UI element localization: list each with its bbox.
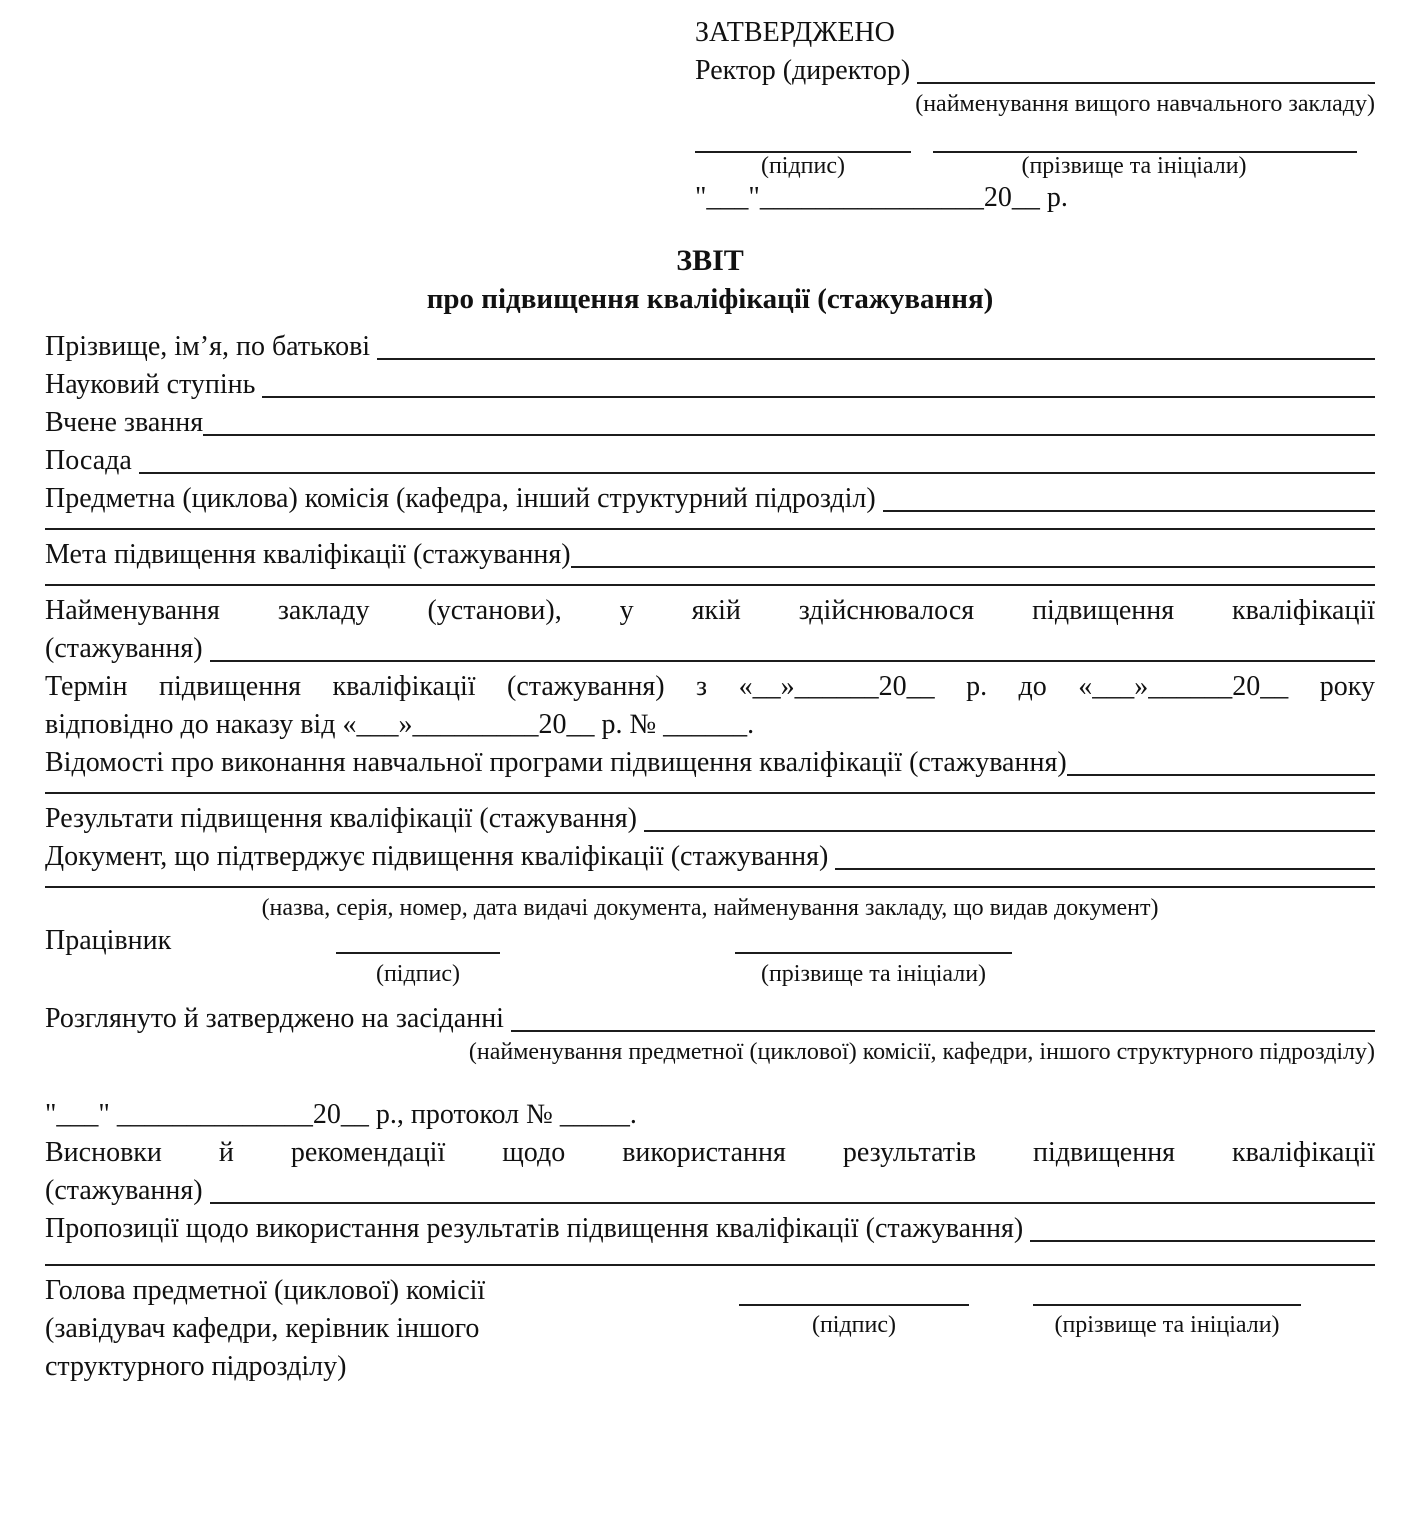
field-commission xyxy=(45,480,1375,518)
results-label: Результати підвищення кваліфікації (стажування) xyxy=(45,803,644,834)
term-line2: відповідно до наказу від «___»_________20__ р. № ______. xyxy=(45,709,755,740)
head-label-line1: Голова предметної (циклової) комісії xyxy=(45,1275,486,1306)
blank-line[interactable] xyxy=(45,528,1375,530)
blank-line[interactable] xyxy=(45,886,1375,888)
academic-title-label: Вчене звання xyxy=(45,407,204,438)
degree-label: Науковий ступінь xyxy=(45,369,263,400)
employee-signature-caption: (підпис) xyxy=(375,961,461,987)
field-academic-title xyxy=(45,404,1375,442)
term-line1: Термін підвищення кваліфікації (стажування) з «__»______20__ р. до «___»______20__ року xyxy=(45,671,1375,702)
blank-line[interactable] xyxy=(45,792,1375,794)
goal-label: Мета підвищення кваліфікації (стажування) xyxy=(45,539,571,570)
head-signature-column xyxy=(739,1272,969,1386)
position-label: Посада xyxy=(45,445,139,476)
head-signature-block xyxy=(45,1272,1375,1386)
employee-signature-captions xyxy=(45,960,1375,990)
signature-caption: (підпис) xyxy=(760,153,846,179)
field-document xyxy=(45,838,1375,876)
conclusions-line2 xyxy=(45,1172,1375,1210)
field-reviewed xyxy=(45,1000,1375,1038)
position-blank[interactable] xyxy=(139,472,1375,474)
institution-caption: (найменування вищого навчального закладу) xyxy=(915,91,1375,117)
head-label-line2: (завідувач кафедри, керівник іншого xyxy=(45,1313,480,1344)
goal-blank[interactable] xyxy=(571,566,1375,568)
approval-date-blank[interactable]: "___"________________20__ р. xyxy=(695,182,1068,213)
document-details-caption: (назва, серія, номер, дата видачі документа, найменування закладу, що видав документ) xyxy=(261,895,1159,921)
approval-block xyxy=(695,14,1375,216)
proposals-continuation-line xyxy=(45,1264,1375,1272)
proposals-label: Пропозиції щодо використання результатів підвищення кваліфікації (стажування) xyxy=(45,1213,1031,1244)
field-proposals xyxy=(45,1210,1375,1248)
rector-label: Ректор (директор) xyxy=(695,55,918,86)
field-goal xyxy=(45,536,1375,574)
degree-blank[interactable] xyxy=(262,396,1375,398)
institution-text-line1: Найменування закладу (установи), у якій здійснювалося підвищення кваліфікації xyxy=(45,595,1375,626)
field-degree xyxy=(45,366,1375,404)
institution-line2-label: (стажування) xyxy=(45,633,210,664)
institution-blank[interactable] xyxy=(210,660,1375,662)
reviewed-blank[interactable] xyxy=(511,1030,1375,1032)
head-name-caption: (прізвище та ініціали) xyxy=(1054,1312,1280,1338)
conclusions-line1: Висновки й рекомендації щодо використання результатів підвищення кваліфікації xyxy=(45,1137,1375,1168)
employee-name-caption: (прізвище та ініціали) xyxy=(760,961,987,987)
academic-title-blank[interactable] xyxy=(203,434,1375,436)
program-info-blank[interactable] xyxy=(1067,774,1375,776)
institution-text-line2 xyxy=(45,630,1375,668)
proposals-blank[interactable] xyxy=(1030,1240,1375,1242)
field-full-name xyxy=(45,328,1375,366)
head-name-blank[interactable] xyxy=(1033,1272,1301,1306)
employee-name-blank[interactable] xyxy=(735,952,1012,954)
field-results xyxy=(45,800,1375,838)
blank-line[interactable] xyxy=(45,1264,1375,1266)
protocol-date-line[interactable]: "___" ______________20__ р., протокол № _____. xyxy=(45,1099,637,1130)
rector-line xyxy=(695,52,1375,90)
document-blank[interactable] xyxy=(835,868,1375,870)
program-continuation-line xyxy=(45,792,1375,800)
head-signature-caption: (підпис) xyxy=(811,1312,897,1338)
employee-signature-row xyxy=(45,922,1375,960)
full-name-label: Прізвище, ім’я, по батькові xyxy=(45,331,378,362)
commission-blank[interactable] xyxy=(883,510,1375,512)
reviewed-caption: (найменування предметної (циклової) комісії, кафедри, іншого структурного підрозділу) xyxy=(468,1039,1375,1065)
approval-signature-lines xyxy=(695,142,1375,152)
head-signature-blank[interactable] xyxy=(739,1272,969,1306)
employee-label: Працівник xyxy=(45,925,172,956)
reviewed-label: Розглянуто й затверджено на засіданні xyxy=(45,1003,511,1034)
rector-name-blank[interactable] xyxy=(917,82,1375,84)
approved-stamp-label: ЗАТВЕРДЖЕНО xyxy=(695,17,895,48)
goal-continuation-line xyxy=(45,584,1375,592)
head-name-column xyxy=(1033,1272,1301,1386)
head-label-line3: структурного підрозділу) xyxy=(45,1351,347,1382)
document-label: Документ, що підтверджує підвищення кваліфікації (стажування) xyxy=(45,841,836,872)
approval-signature-captions xyxy=(695,152,1375,180)
field-position xyxy=(45,442,1375,480)
conclusions-line2-label: (стажування) xyxy=(45,1175,210,1206)
document-continuation-line xyxy=(45,886,1375,894)
document-title: ЗВІТ xyxy=(676,244,744,277)
full-name-blank[interactable] xyxy=(377,358,1375,360)
employee-signature-blank[interactable] xyxy=(336,952,500,954)
program-info-label: Відомості про виконання навчальної програми підвищення кваліфікації (стажування) xyxy=(45,747,1067,778)
head-title-block xyxy=(45,1272,739,1386)
name-initials-caption: (прізвище та ініціали) xyxy=(1021,153,1247,179)
form-body xyxy=(45,328,1375,1386)
conclusions-blank[interactable] xyxy=(210,1202,1375,1204)
document-subtitle: про підвищення кваліфікації (стажування) xyxy=(426,283,994,315)
field-program-info xyxy=(45,744,1375,782)
commission-continuation-line xyxy=(45,528,1375,536)
commission-label: Предметна (циклова) комісія (кафедра, інший структурний підрозділ) xyxy=(45,483,883,514)
blank-line[interactable] xyxy=(45,584,1375,586)
results-blank[interactable] xyxy=(644,830,1375,832)
